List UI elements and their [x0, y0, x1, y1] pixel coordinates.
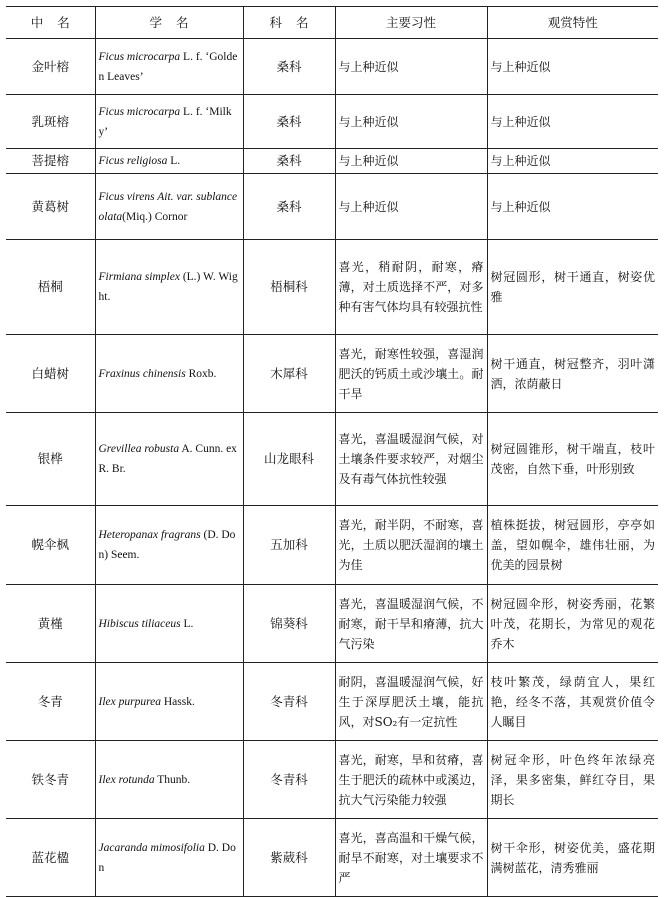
- chinese-name-cell: 菩提榕: [6, 149, 95, 174]
- plant-table: [6, 6, 658, 897]
- table-row: [6, 413, 658, 506]
- family-cell: 木犀科: [243, 335, 335, 413]
- family-cell: 紫葳科: [243, 819, 335, 897]
- habit-cell: 喜光，稍耐阴，耐寒，瘠薄，对土质选择不严，对多种有害气体均具有较强抗性: [335, 240, 487, 335]
- table-row: [6, 585, 658, 663]
- scientific-name-cell: Jacaranda mimosifolia D. Don: [95, 819, 243, 897]
- table-row: [6, 663, 658, 741]
- habit-cell: 耐阴，喜温暖湿润气候，好生于深厚肥沃土壤，能抗风，对SO₂有一定抗性: [335, 663, 487, 741]
- ornamental-cell: 植株挺拔，树冠圆形，亭亭如盖，望如幌伞，雄伟壮丽，为优美的园景树: [487, 506, 658, 585]
- habit-cell: 喜光，喜高温和干燥气候，耐旱不耐寒，对土壤要求不严: [335, 819, 487, 897]
- family-cell: 五加科: [243, 506, 335, 585]
- ornamental-cell: 树冠圆锥形，树干端直，枝叶茂密，自然下垂，叶形别致: [487, 413, 658, 506]
- scientific-name-cell: Ficus microcarpa L. f. ‘Golden Leaves’: [95, 39, 243, 95]
- habit-cell: 喜光，喜温暖湿润气候，对土壤条件要求较严，对烟尘及有毒气体抗性较强: [335, 413, 487, 506]
- scientific-name-cell: Ficus microcarpa L. f. ‘Milky’: [95, 95, 243, 149]
- family-cell: 梧桐科: [243, 240, 335, 335]
- chinese-name-cell: 乳斑榕: [6, 95, 95, 149]
- ornamental-cell: 与上种近似: [487, 39, 658, 95]
- chinese-name-cell: 白蜡树: [6, 335, 95, 413]
- scientific-name-cell: Fraxinus chinensis Roxb.: [95, 335, 243, 413]
- table-row: [6, 174, 658, 240]
- ornamental-cell: 树冠伞形，叶色终年浓绿亮泽，果多密集，鲜红夺目，果期长: [487, 741, 658, 819]
- chinese-name-cell: 蓝花楹: [6, 819, 95, 897]
- scientific-name-cell: Hibiscus tiliaceus L.: [95, 585, 243, 663]
- table-row: [6, 39, 658, 95]
- table-row: [6, 506, 658, 585]
- table-row: [6, 819, 658, 897]
- table-row: [6, 95, 658, 149]
- chinese-name-cell: 黄槿: [6, 585, 95, 663]
- habit-cell: 喜光，耐寒，旱和贫瘠，喜生于肥沃的疏林中或溪边，抗大气污染能力较强: [335, 741, 487, 819]
- header-scientific-name: 学名: [95, 7, 243, 39]
- ornamental-cell: 与上种近似: [487, 149, 658, 174]
- chinese-name-cell: 金叶榕: [6, 39, 95, 95]
- habit-cell: 与上种近似: [335, 149, 487, 174]
- header-chinese-name: 中名: [6, 7, 95, 39]
- ornamental-cell: 与上种近似: [487, 95, 658, 149]
- table-row: [6, 240, 658, 335]
- header-family: 科名: [243, 7, 335, 39]
- chinese-name-cell: 梧桐: [6, 240, 95, 335]
- habit-cell: 与上种近似: [335, 95, 487, 149]
- family-cell: 冬青科: [243, 663, 335, 741]
- ornamental-cell: 树冠圆伞形，树姿秀丽，花繁叶茂，花期长，为常见的观花乔木: [487, 585, 658, 663]
- table-row: [6, 149, 658, 174]
- family-cell: 桑科: [243, 95, 335, 149]
- habit-cell: 喜光，耐寒性较强，喜湿润肥沃的钙质土或沙壤土。耐干旱: [335, 335, 487, 413]
- ornamental-cell: 树冠圆形，树干通直，树姿优雅: [487, 240, 658, 335]
- scientific-name-cell: Ficus virens Ait. var. sublanceolata(Miq.) Cornor: [95, 174, 243, 240]
- habit-cell: 与上种近似: [335, 174, 487, 240]
- scientific-name-cell: Ilex purpurea Hassk.: [95, 663, 243, 741]
- family-cell: 桑科: [243, 39, 335, 95]
- scientific-name-cell: Firmiana simplex (L.) W. Wight.: [95, 240, 243, 335]
- scientific-name-cell: Ficus religiosa L.: [95, 149, 243, 174]
- ornamental-cell: 与上种近似: [487, 174, 658, 240]
- family-cell: 桑科: [243, 149, 335, 174]
- family-cell: 冬青科: [243, 741, 335, 819]
- header-row: [6, 7, 658, 39]
- family-cell: 锦葵科: [243, 585, 335, 663]
- habit-cell: 喜光，耐半阴，不耐寒，喜光，土质以肥沃湿润的壤土为佳: [335, 506, 487, 585]
- chinese-name-cell: 冬青: [6, 663, 95, 741]
- chinese-name-cell: 铁冬青: [6, 741, 95, 819]
- family-cell: 桑科: [243, 174, 335, 240]
- header-ornamental: 观赏特性: [487, 7, 658, 39]
- chinese-name-cell: 幌伞枫: [6, 506, 95, 585]
- habit-cell: 喜光，喜温暖湿润气候，不耐寒，耐干旱和瘠薄，抗大气污染: [335, 585, 487, 663]
- ornamental-cell: 树干伞形，树姿优美，盛花期满树蓝花，清秀雅丽: [487, 819, 658, 897]
- ornamental-cell: 枝叶繁茂，绿荫宜人，果红艳，经冬不落，其观赏价值令人瞩目: [487, 663, 658, 741]
- habit-cell: 与上种近似: [335, 39, 487, 95]
- chinese-name-cell: 黄葛树: [6, 174, 95, 240]
- scientific-name-cell: Heteropanax fragrans (D. Don) Seem.: [95, 506, 243, 585]
- table-row: [6, 741, 658, 819]
- scientific-name-cell: Grevillea robusta A. Cunn. ex R. Br.: [95, 413, 243, 506]
- chinese-name-cell: 银桦: [6, 413, 95, 506]
- family-cell: 山龙眼科: [243, 413, 335, 506]
- table-row: [6, 335, 658, 413]
- header-habit: 主要习性: [335, 7, 487, 39]
- scientific-name-cell: Ilex rotunda Thunb.: [95, 741, 243, 819]
- ornamental-cell: 树干通直，树冠整齐，羽叶潇洒，浓荫蔽日: [487, 335, 658, 413]
